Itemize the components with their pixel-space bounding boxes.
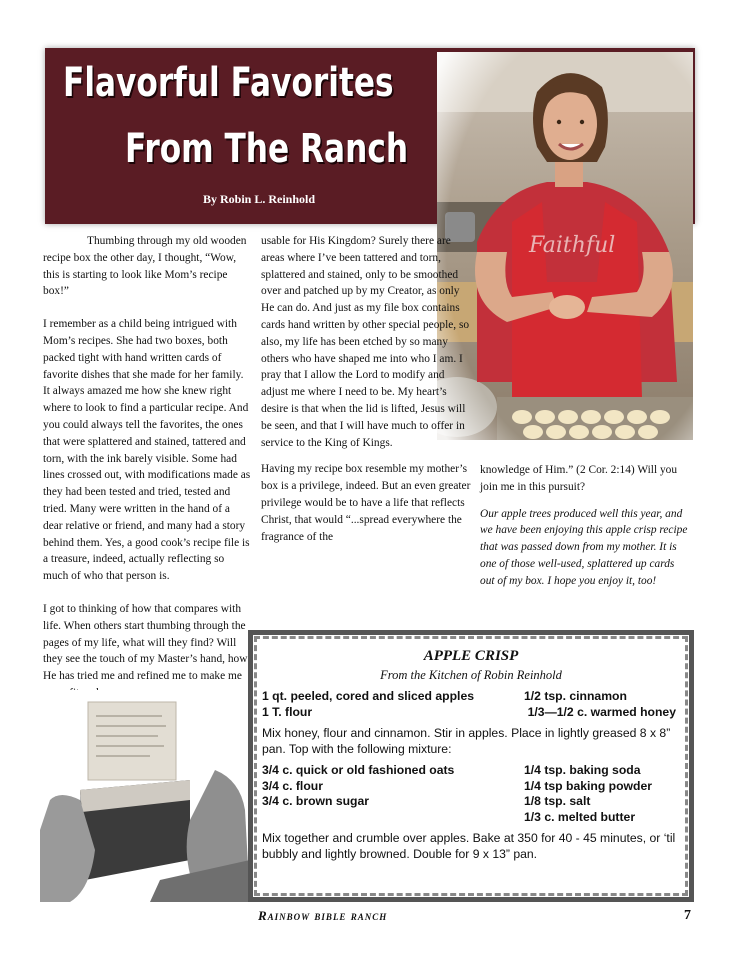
recipe-title: APPLE CRISP (423, 648, 519, 664)
paragraph: knowledge of Him.” (2 Cor. 2:14) Will you join me in this pursuit? (480, 464, 678, 493)
article-column-1 (43, 233, 251, 702)
ingredient: 3/4 c. flour (262, 778, 323, 793)
ingredient: 1/3 c. melted butter (524, 809, 636, 824)
byline: By Robin L. Reinhold (203, 192, 316, 206)
ingredient-row (262, 689, 680, 705)
publication-footer: Rainbow bible ranch (258, 908, 388, 923)
ingredient-row (262, 794, 680, 810)
recipe-card (248, 630, 694, 902)
recipe-box-photo (40, 690, 250, 902)
ingredient: 3/4 c. quick or old fashioned oats (262, 763, 455, 777)
ingredient-row (262, 763, 680, 779)
recipe-step-1: Mix honey, flour and cinnamon. Stir in apples. Place in lightly greased 8 x 8” pan. Top with the following mixture: (262, 726, 671, 756)
ingredient: 1/4 tsp. baking soda (524, 763, 641, 777)
article-column-2 (261, 233, 471, 545)
recipe-subtitle: From the Kitchen of Robin Reinhold (380, 667, 562, 682)
title-line-1: Flavorful Favorites (63, 60, 394, 106)
recipe-intro: Our apple trees produced well this year, and we have been enjoying this apple crisp recipe that was passed down from my mother. It is one of those well-used, splattered up cards out of my box. I hope you enjoy it, too! (480, 507, 688, 587)
paragraph: Having my recipe box resemble my mother’s box is a privilege, indeed. But an even greater privilege would be to have a life that reflects Christ, that would “...spread everywhere the fragrance of the (261, 463, 471, 543)
title-line-2: From The Ranch (125, 126, 409, 172)
page-number: 7 (684, 908, 691, 923)
chef-photo (437, 52, 693, 440)
article-column-3 (480, 462, 690, 590)
ingredient-row (262, 779, 680, 795)
ingredient: 3/4 c. brown sugar (262, 794, 370, 808)
ingredient: 1/2 tsp. cinnamon (524, 689, 627, 703)
ingredient: 1/3—1/2 c. warmed honey (527, 704, 676, 719)
ingredient: 1 T. flour (262, 704, 313, 719)
paragraph: Thumbing through my old wooden recipe box the other day, I thought, “Wow, this is starting to look like Mom’s recipe box!” (43, 235, 247, 298)
ingredient: 1/4 tsp baking powder (524, 778, 652, 793)
ingredient-row (262, 705, 680, 721)
ingredient-row (262, 810, 680, 826)
paragraph: I got to thinking of how that compares with life. When others start thumbing through the pages of my life, what will they find? Will they see the touch of my Master’s hand, how He has tried me and refined me to make me (43, 602, 248, 683)
ingredient: 1/8 tsp. salt (524, 794, 591, 808)
paragraph: usable for His Kingdom? Surely there are areas where I’ve been tattered and torn, splattered and stained, only to be smoothed over and patched up by my Creator, as only He can do. And just as my file box contains cards hand written by other special people, so also, my life has been etched by so many others who have shaped me into who I am. I pray that I allow the Lord to modify and adjust me where I need to be. My heart’s desire is that when the lid is lifted, Jesus will be seen, and that I will have much to offer in service to the King of Kings. (261, 235, 470, 449)
paragraph: I remember as a child being intrigued with Mom’s recipes. She had two boxes, both packed tight with hand written cards of favorite dishes that she made for her family. It always amazed me how she knew right where to look to find a particular recipe. And you could always tell the favorites, the ones that were splattered and stained, tattered and torn, with the ink barely visible. Some had lines crossed out, with modifications made as they had been tested and tried, tested and tried. Many were written in the hand of a dear relative or friend, and many had a story behind them. Yes, a good cook’s recipe file is a treasure, indeed, actually reflecting so much of who that person is. (43, 318, 251, 583)
ingredient: 1 qt. peeled, cored and sliced apples (262, 689, 474, 703)
recipe-step-2: Mix together and crumble over apples. Bake at 350 for 40 - 45 minutes, or ‘til bubbly and lightly browned. Double for 9 x 13” pan. (262, 831, 676, 861)
